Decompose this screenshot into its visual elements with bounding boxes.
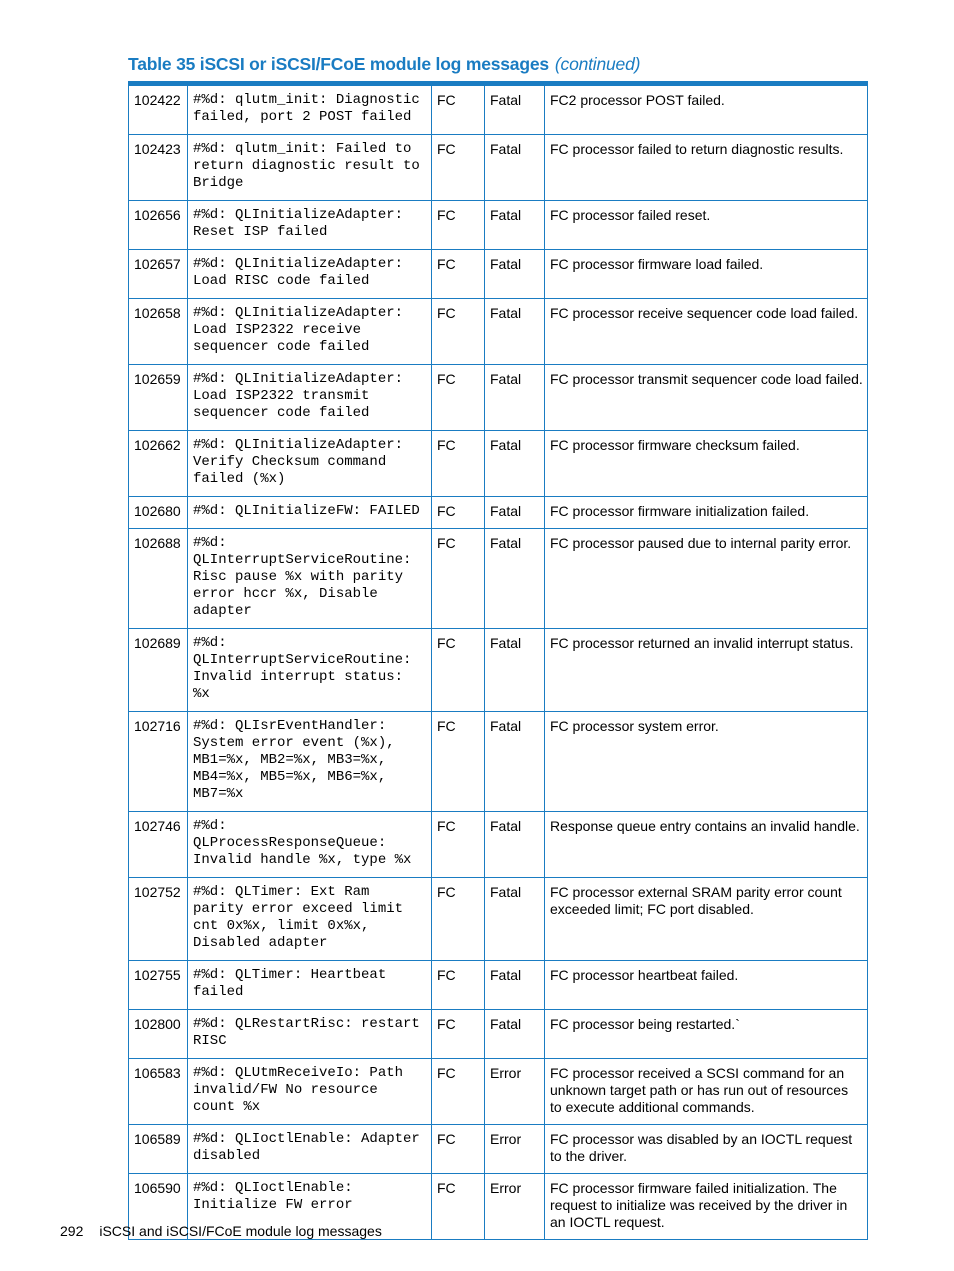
message-type-cell: FC	[432, 299, 485, 365]
table-row	[129, 365, 868, 431]
table-row	[129, 201, 868, 250]
table-row	[129, 529, 868, 629]
table-row	[129, 1010, 868, 1059]
table-row	[129, 878, 868, 961]
table-row	[129, 497, 868, 529]
message-type-cell: FC	[432, 135, 485, 201]
description-cell: FC processor firmware failed initialization. The request to initialize was received by the driver in an IOCTL request.	[545, 1174, 868, 1240]
message-type-cell: FC	[432, 1174, 485, 1240]
description-cell: FC processor received a SCSI command for an unknown target path or has run out of resources to execute additional commands.	[545, 1059, 868, 1125]
severity-cell: Fatal	[485, 878, 545, 961]
description-cell: FC processor being restarted.`	[545, 1010, 868, 1059]
message-type-cell: FC	[432, 1125, 485, 1174]
severity-cell: Fatal	[485, 712, 545, 812]
message-type-cell: FC	[432, 201, 485, 250]
message-type-cell: FC	[432, 712, 485, 812]
message-id-cell: 102746	[129, 812, 188, 878]
log-messages-table	[128, 85, 868, 1240]
message-id-cell: 106583	[129, 1059, 188, 1125]
message-id-cell: 102680	[129, 497, 188, 529]
severity-cell: Fatal	[485, 86, 545, 135]
severity-cell: Fatal	[485, 629, 545, 712]
message-id-cell: 102800	[129, 1010, 188, 1059]
log-message-cell: #%d: QLIoctlEnable: Initialize FW error	[188, 1174, 432, 1240]
table-row	[129, 961, 868, 1010]
table-title-main: Table 35 iSCSI or iSCSI/FCoE module log messages	[128, 54, 549, 74]
log-message-cell: #%d: QLTimer: Ext Ram parity error exceed limit cnt 0x%x, limit 0x%x, Disabled adapter	[188, 878, 432, 961]
log-message-cell: #%d: QLIsrEventHandler: System error event (%x), MB1=%x, MB2=%x, MB3=%x, MB4=%x, MB5=%x, MB6=%x, MB7=%x	[188, 712, 432, 812]
message-id-cell: 102659	[129, 365, 188, 431]
description-cell: FC processor receive sequencer code load failed.	[545, 299, 868, 365]
message-id-cell: 102657	[129, 250, 188, 299]
message-type-cell: FC	[432, 961, 485, 1010]
table-row	[129, 1059, 868, 1125]
log-message-cell: #%d: QLInitializeAdapter: Load RISC code failed	[188, 250, 432, 299]
message-id-cell: 106590	[129, 1174, 188, 1240]
table-row	[129, 135, 868, 201]
description-cell: FC processor firmware load failed.	[545, 250, 868, 299]
message-type-cell: FC	[432, 878, 485, 961]
table-row	[129, 250, 868, 299]
severity-cell: Fatal	[485, 1010, 545, 1059]
log-message-cell: #%d: QLInitializeAdapter: Load ISP2322 receive sequencer code failed	[188, 299, 432, 365]
severity-cell: Error	[485, 1059, 545, 1125]
description-cell: FC processor failed reset.	[545, 201, 868, 250]
description-cell: FC processor returned an invalid interrupt status.	[545, 629, 868, 712]
severity-cell: Error	[485, 1174, 545, 1240]
description-cell: FC processor system error.	[545, 712, 868, 812]
log-message-cell: #%d: QLInitializeFW: FAILED	[188, 497, 432, 529]
table-row	[129, 1125, 868, 1174]
description-cell: FC processor transmit sequencer code load failed.	[545, 365, 868, 431]
log-message-cell: #%d: QLInitializeAdapter: Reset ISP failed	[188, 201, 432, 250]
description-cell: FC processor external SRAM parity error count exceeded limit; FC port disabled.	[545, 878, 868, 961]
message-type-cell: FC	[432, 812, 485, 878]
message-id-cell: 102752	[129, 878, 188, 961]
table-body	[129, 86, 868, 1240]
message-id-cell: 102688	[129, 529, 188, 629]
table-row	[129, 712, 868, 812]
severity-cell: Fatal	[485, 299, 545, 365]
message-type-cell: FC	[432, 1010, 485, 1059]
severity-cell: Fatal	[485, 529, 545, 629]
message-type-cell: FC	[432, 86, 485, 135]
description-cell: FC2 processor POST failed.	[545, 86, 868, 135]
description-cell: FC processor firmware initialization failed.	[545, 497, 868, 529]
severity-cell: Fatal	[485, 201, 545, 250]
description-cell: FC processor paused due to internal parity error.	[545, 529, 868, 629]
severity-cell: Fatal	[485, 135, 545, 201]
message-id-cell: 106589	[129, 1125, 188, 1174]
page-number: 292	[60, 1223, 84, 1239]
table-title-continued: (continued)	[554, 54, 641, 74]
description-cell: FC processor failed to return diagnostic results.	[545, 135, 868, 201]
message-type-cell: FC	[432, 1059, 485, 1125]
severity-cell: Fatal	[485, 250, 545, 299]
message-id-cell: 102716	[129, 712, 188, 812]
page-footer	[60, 1223, 382, 1239]
description-cell: FC processor heartbeat failed.	[545, 961, 868, 1010]
message-type-cell: FC	[432, 497, 485, 529]
severity-cell: Error	[485, 1125, 545, 1174]
severity-cell: Fatal	[485, 365, 545, 431]
log-message-cell: #%d: qlutm_init: Failed to return diagnostic result to Bridge	[188, 135, 432, 201]
description-cell: Response queue entry contains an invalid handle.	[545, 812, 868, 878]
message-id-cell: 102662	[129, 431, 188, 497]
message-id-cell: 102422	[129, 86, 188, 135]
log-message-cell: #%d: QLIoctlEnable: Adapter disabled	[188, 1125, 432, 1174]
table-row	[129, 86, 868, 135]
severity-cell: Fatal	[485, 961, 545, 1010]
description-cell: FC processor was disabled by an IOCTL request to the driver.	[545, 1125, 868, 1174]
message-id-cell: 102656	[129, 201, 188, 250]
log-message-cell: #%d: QLInitializeAdapter: Verify Checksum command failed (%x)	[188, 431, 432, 497]
message-id-cell: 102658	[129, 299, 188, 365]
message-id-cell: 102423	[129, 135, 188, 201]
message-id-cell: 102755	[129, 961, 188, 1010]
log-message-cell: #%d: qlutm_init: Diagnostic failed, port 2 POST failed	[188, 86, 432, 135]
severity-cell: Fatal	[485, 431, 545, 497]
table-row	[129, 431, 868, 497]
log-message-cell: #%d: QLInterruptServiceRoutine: Invalid interrupt status: %x	[188, 629, 432, 712]
message-type-cell: FC	[432, 250, 485, 299]
log-message-cell: #%d: QLInitializeAdapter: Load ISP2322 transmit sequencer code failed	[188, 365, 432, 431]
log-message-cell: #%d: QLUtmReceiveIo: Path invalid/FW No resource count %x	[188, 1059, 432, 1125]
table-row	[129, 299, 868, 365]
footer-section-title: iSCSI and iSCSI/FCoE module log messages	[99, 1223, 382, 1239]
log-message-cell: #%d: QLRestartRisc: restart RISC	[188, 1010, 432, 1059]
log-message-cell: #%d: QLInterruptServiceRoutine: Risc pause %x with parity error hccr %x, Disable adapter	[188, 529, 432, 629]
severity-cell: Fatal	[485, 812, 545, 878]
message-type-cell: FC	[432, 365, 485, 431]
table-row	[129, 812, 868, 878]
severity-cell: Fatal	[485, 497, 545, 529]
message-type-cell: FC	[432, 431, 485, 497]
log-message-cell: #%d: QLProcessResponseQueue: Invalid handle %x, type %x	[188, 812, 432, 878]
table-title	[128, 54, 640, 75]
message-type-cell: FC	[432, 529, 485, 629]
message-type-cell: FC	[432, 629, 485, 712]
log-message-cell: #%d: QLTimer: Heartbeat failed	[188, 961, 432, 1010]
description-cell: FC processor firmware checksum failed.	[545, 431, 868, 497]
message-id-cell: 102689	[129, 629, 188, 712]
table-row	[129, 629, 868, 712]
